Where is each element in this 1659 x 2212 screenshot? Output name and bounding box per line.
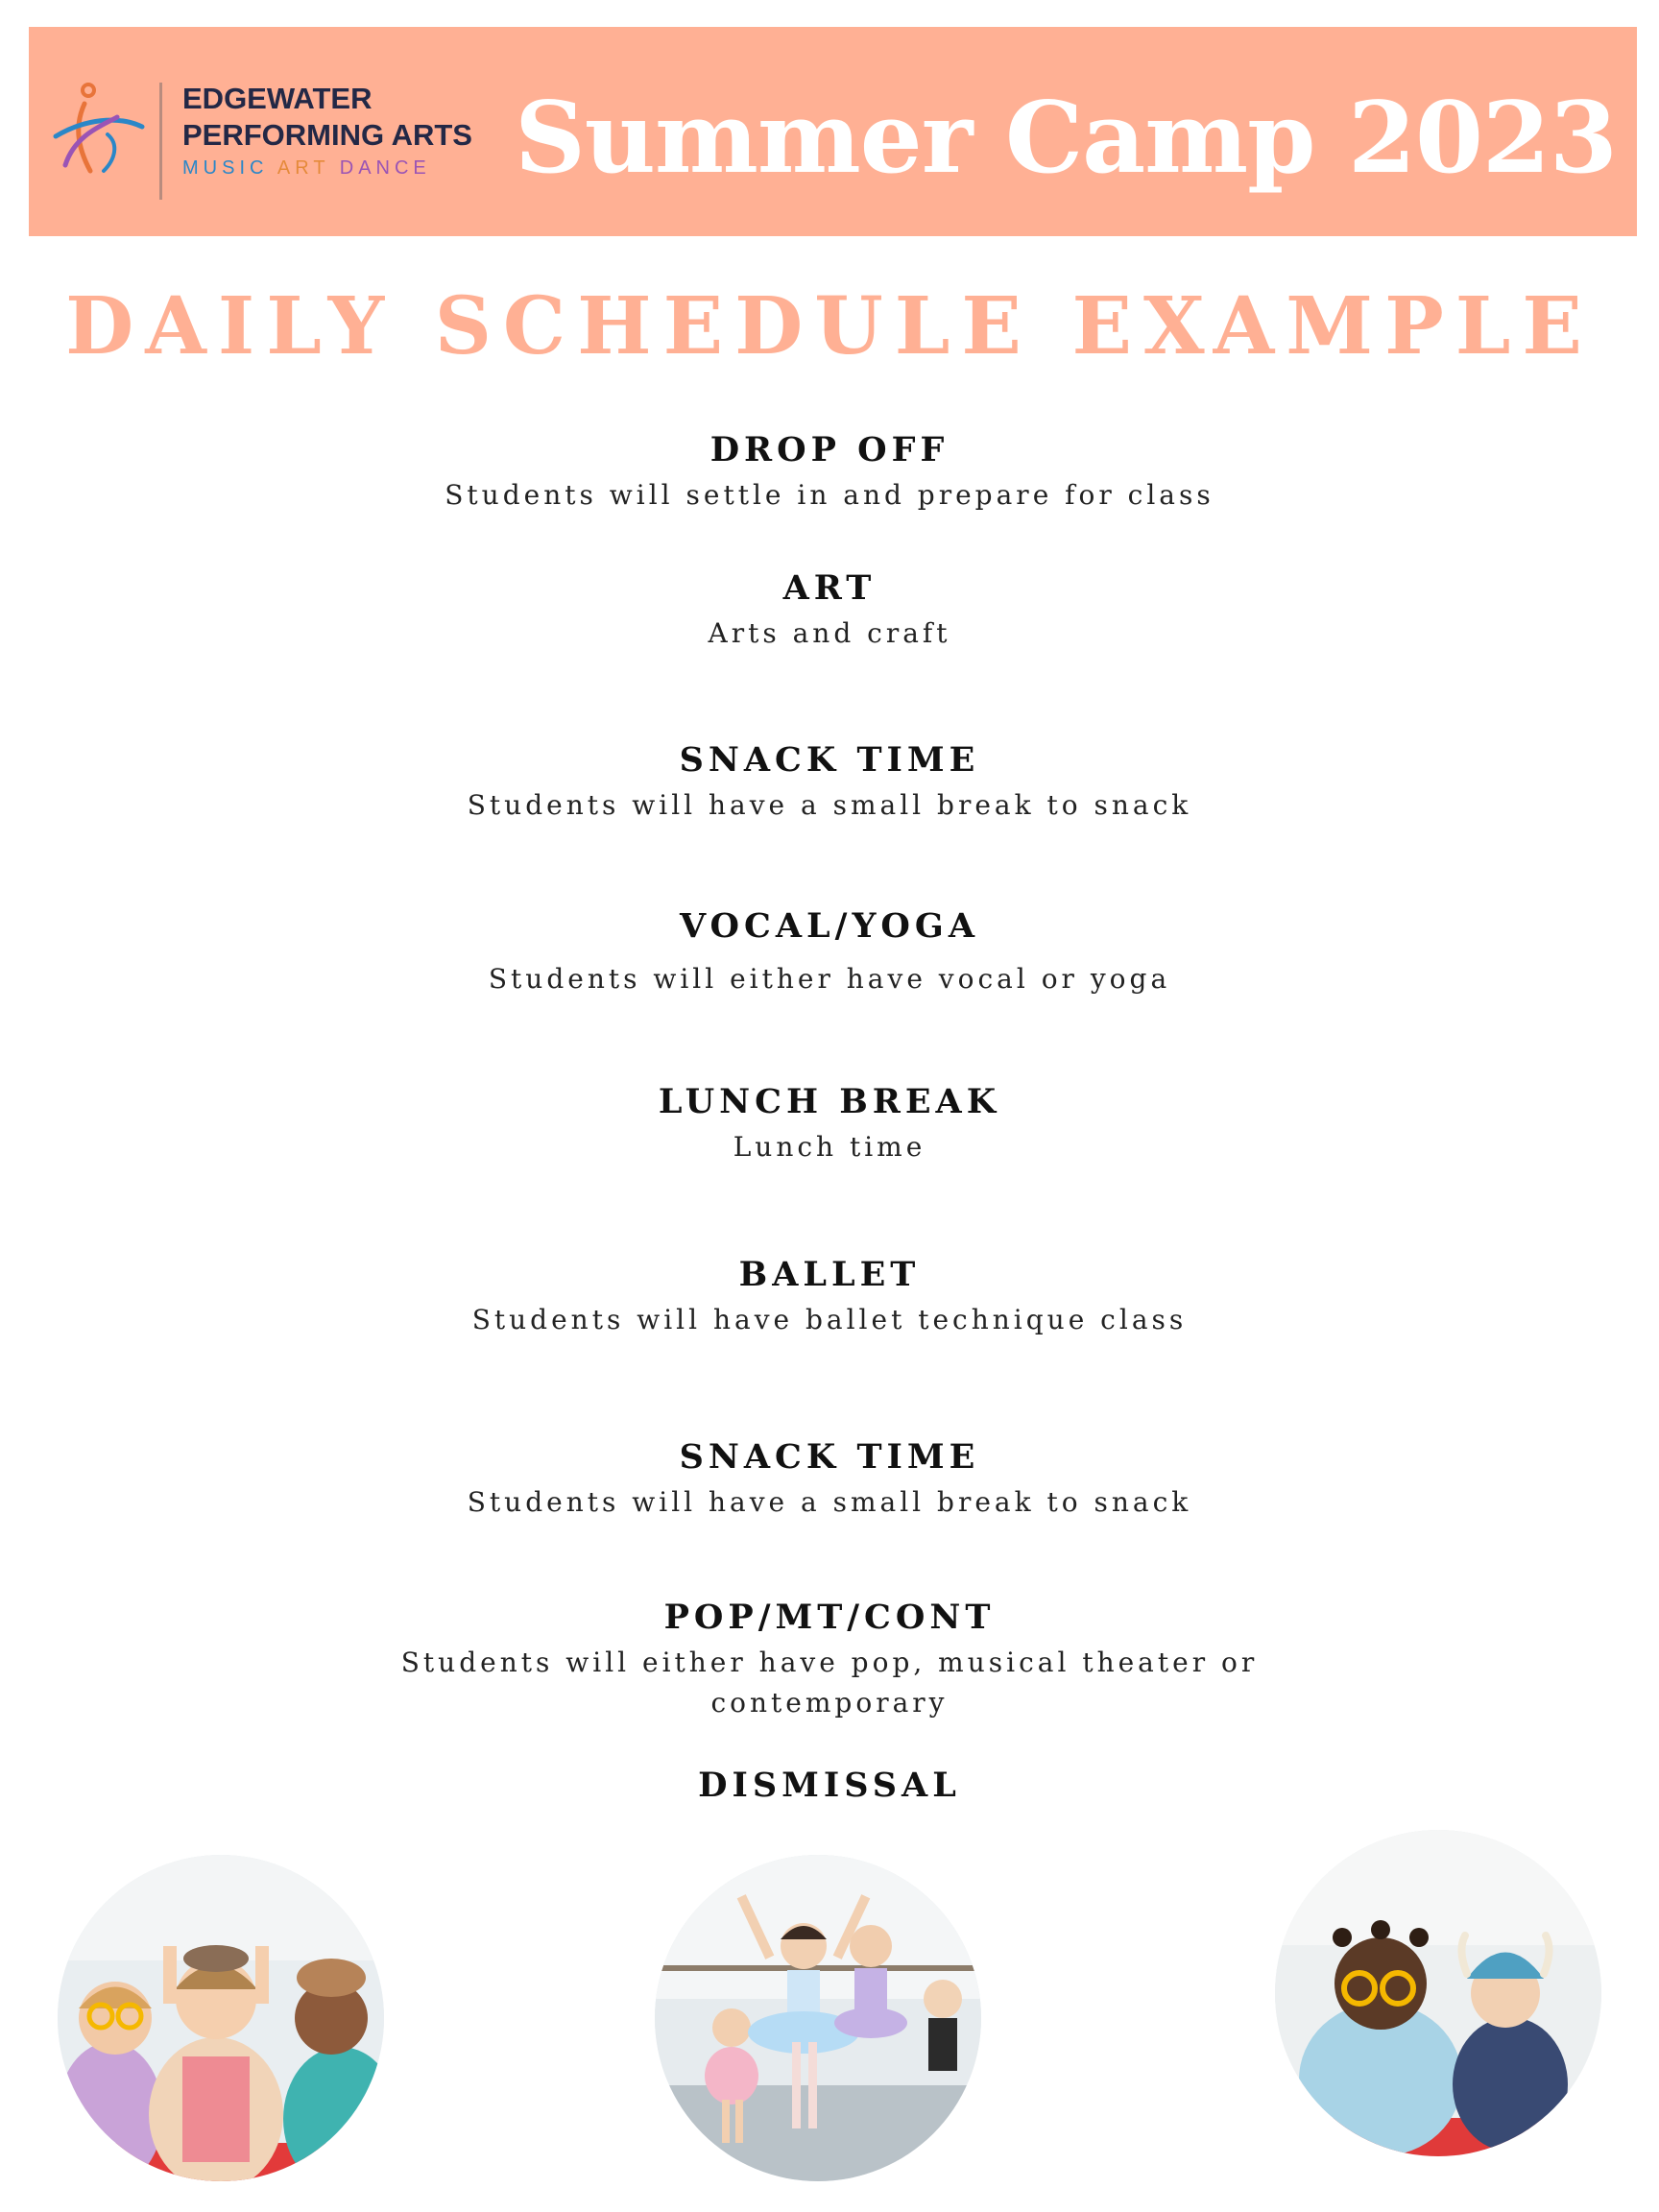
logo-tag-dance: DANCE [339,157,431,179]
schedule-item-title: DROP OFF [709,430,950,469]
schedule-item-title: VOCAL/YOGA [680,906,979,946]
ballet-class-photo [655,1855,981,2181]
logo-wordmark [182,81,509,182]
logo-tag-music: MUSIC [182,157,269,179]
schedule-item-description: Students will have a small break to snack [467,789,1192,821]
schedule-item-description: Arts and craft [708,617,951,649]
schedule-item-ballet [349,1254,1310,1340]
schedule-item-description: Students will have ballet technique class [471,1304,1188,1335]
schedule-item-snack-time-1 [349,739,1310,826]
schedule-item-description: Lunch time [733,1131,926,1163]
logo-divider [159,83,162,200]
schedule-item-title: BALLET [738,1255,921,1294]
schedule-item-lunch-break [349,1081,1310,1167]
kids-crafts-photo [1275,1830,1601,2156]
schedule-item-description: Students will have a small break to snack [467,1486,1192,1518]
logo-name-line2: PERFORMING ARTS [182,118,472,152]
dancer-logo-icon [46,77,152,182]
schedule-item-title: ART [782,568,877,608]
schedule-item-description: Students will settle in and prepare for class [445,479,1214,511]
header-banner [29,27,1637,236]
schedule-item-title: POP/MT/CONT [663,1598,996,1637]
schedule-item-vocal-yoga [349,905,1310,999]
schedule-item-title: DISMISSAL [698,1766,961,1805]
schedule-item-snack-time-2 [349,1436,1310,1523]
logo-tag-art: ART [276,157,330,179]
schedule-item-description: Students will either have vocal or yoga [488,963,1171,995]
schedule-item-title: SNACK TIME [679,1437,980,1477]
schedule-item-pop-mt-cont [397,1597,1262,1723]
schedule-item-art [349,567,1310,654]
schedule-item-drop-off [349,429,1310,516]
logo-tagline [182,154,509,182]
schedule-item-description: Students will either have pop, musical theater or contemporary [400,1647,1259,1719]
schedule-item-title: LUNCH BREAK [658,1082,1001,1121]
logo-name-line1: EDGEWATER [182,82,373,115]
banner-title: Summer Camp 2023 [515,81,1617,196]
schedule-item-title: SNACK TIME [679,740,980,780]
page-heading: DAILY SCHEDULE EXAMPLE [65,280,1594,373]
kids-dress-up-photo [58,1855,384,2181]
schedule-item-dismissal [349,1765,1310,1807]
